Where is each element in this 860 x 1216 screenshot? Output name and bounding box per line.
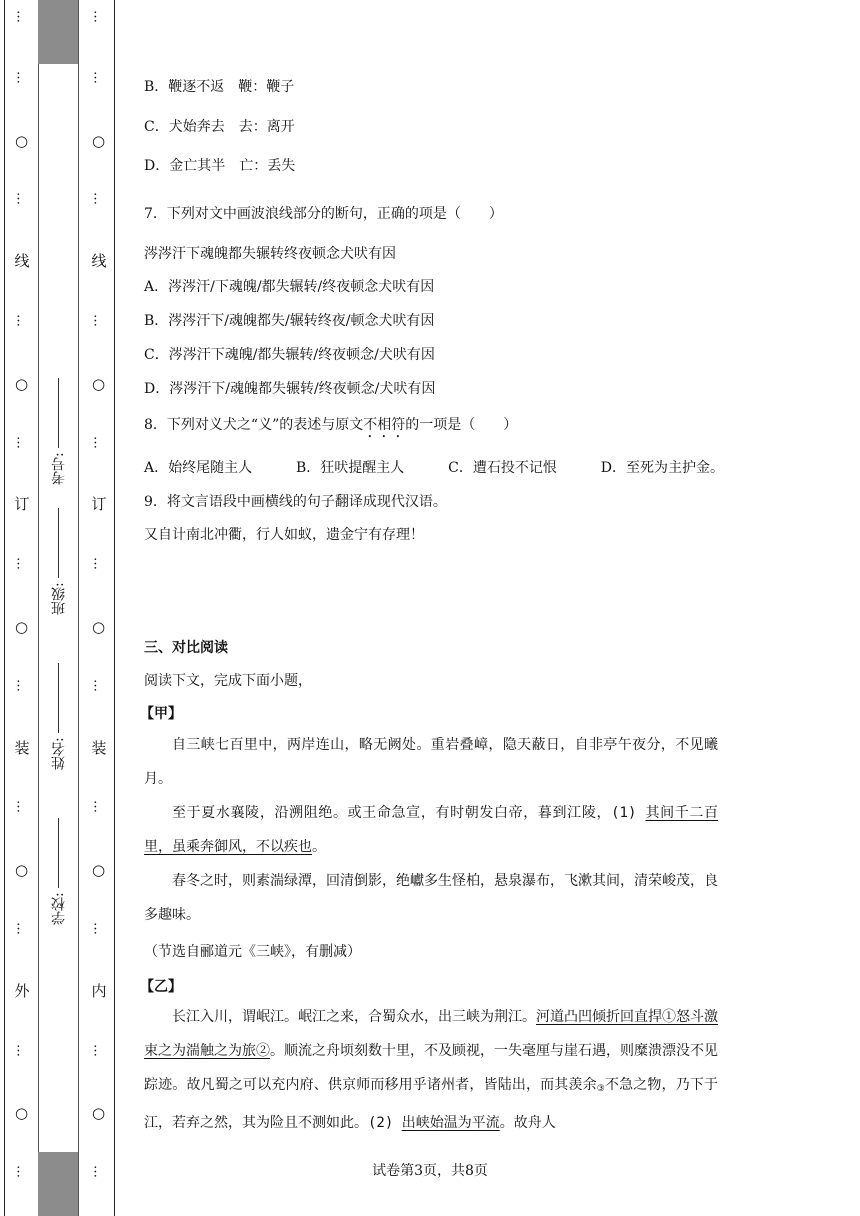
binding-dots: … xyxy=(90,314,106,327)
binding-char: 外 xyxy=(12,983,31,998)
gutter-inner-line xyxy=(114,0,115,1216)
binding-char: 订 xyxy=(89,496,108,511)
yi-p1-note-mark: ③ xyxy=(596,1084,605,1094)
section-instruction: 阅读下文，完成下面小题， xyxy=(144,673,312,689)
gutter-gray-block-top xyxy=(38,0,78,64)
binding-dots: … xyxy=(13,314,29,327)
binding-gutter xyxy=(0,0,116,1216)
school-label: 学校: xyxy=(51,892,67,925)
binding-char: 内 xyxy=(89,983,108,998)
passage-yi-label: 【乙】 xyxy=(140,979,182,995)
binding-circle-icon: ○ xyxy=(12,375,31,393)
name-blank[interactable] xyxy=(59,663,60,733)
q7-option-d: D．涔涔汗下/魂魄都失辗转/终夜顿念/犬吠有因 xyxy=(144,381,436,397)
class-label: 班级: xyxy=(51,582,67,615)
q7-option-b: B．涔涔汗下/魂魄都失/辗转终夜/顿念犬吠有因 xyxy=(144,313,435,329)
q8-stem-pre: 8．下列对义犬之“义”的表述与原文 xyxy=(144,417,364,433)
binding-dots: … xyxy=(90,679,106,692)
exam-no-label: 考号: xyxy=(51,452,67,485)
jia-p2-text: 至于夏水襄陵，沿溯阻绝。或王命急宣，有时朝发白帝，暮到江陵，(1) xyxy=(172,805,646,821)
binding-circle-icon: ○ xyxy=(12,132,31,150)
yi-p1-underlined: 河道凸凹倾折回直捍①怒斗激束之为湍触之为旅② xyxy=(144,1009,718,1059)
yi-p1-text-c: 不急之物，乃下于江，若弃之然，其为险且不测如此。(2) xyxy=(144,1077,718,1131)
binding-circle-icon: ○ xyxy=(12,1104,31,1122)
jia-p2-underlined: 其间千二百里，虽乘奔御风，不以疾也 xyxy=(144,805,718,855)
binding-dots: … xyxy=(13,10,29,23)
q8-stem xyxy=(144,414,517,441)
binding-dots: … xyxy=(90,71,106,84)
binding-dots: … xyxy=(90,192,106,205)
binding-dots: … xyxy=(13,800,29,813)
q8-option-b: B．狂吠提醒主人 xyxy=(296,460,405,476)
binding-circle-icon: ○ xyxy=(89,375,108,393)
q8-option-c: C．遭石投不记恨 xyxy=(448,460,557,476)
q9-sentence: 又自计南北冲衢，行人如蚁，遗金宁有存理！ xyxy=(144,527,424,543)
binding-char: 订 xyxy=(12,496,31,511)
binding-dots: … xyxy=(90,557,106,570)
binding-circle-icon: ○ xyxy=(12,618,31,636)
section-heading: 三、对比阅读 xyxy=(144,640,228,656)
q6-option-c: C．犬始奔去 去：离开 xyxy=(144,119,295,135)
passage-jia-paragraph-2 xyxy=(144,796,718,864)
binding-char: 线 xyxy=(12,253,31,268)
yi-p1-underlined-2: 出峡始温为平流 xyxy=(401,1115,500,1131)
binding-dots: … xyxy=(90,1044,106,1057)
q9-stem: 9．将文言语段中画横线的句子翻译成现代汉语。 xyxy=(144,494,447,510)
q8-option-d: D．至死为主护金。 xyxy=(600,460,724,476)
binding-dots: … xyxy=(90,1165,106,1178)
passage-jia-label: 【甲】 xyxy=(140,706,182,722)
passage-jia-paragraph-3: 春冬之时，则素湍绿潭，回清倒影，绝巘多生怪柏，悬泉瀑布，飞漱其间，清荣峻茂，良多趣味。 xyxy=(144,873,718,923)
binding-dots: … xyxy=(13,192,29,205)
exam-no-field xyxy=(44,355,74,485)
q8-options xyxy=(144,457,724,477)
q7-stem: 7．下列对文中画波浪线部分的断句，正确的项是（ ） xyxy=(144,206,503,222)
q7-option-c: C．涔涔汗下魂魄/都失辗转/终夜顿念/犬吠有因 xyxy=(144,347,435,363)
q6-option-b: B．鞭逐不返 鞭：鞭子 xyxy=(144,79,295,95)
class-blank[interactable] xyxy=(59,508,60,578)
q7-option-a: A．涔涔汗/下魂魄/都失辗转/终夜顿念犬吠有因 xyxy=(144,279,435,295)
q7-sentence: 涔涔汗下魂魄都失辗转终夜顿念犬吠有因 xyxy=(144,246,396,262)
binding-dots: … xyxy=(13,436,29,449)
inner-binding-marks xyxy=(88,0,108,1216)
passage-jia-source: （节选自郦道元《三峡》，有删减） xyxy=(144,944,361,960)
binding-char: 装 xyxy=(89,740,108,755)
binding-dots: … xyxy=(13,1044,29,1057)
binding-circle-icon: ○ xyxy=(89,132,108,150)
name-label: 姓名: xyxy=(51,737,67,770)
yi-p1-text-a: 长江入川，谓岷江。岷江之来，合蜀众水，出三峡为荆江。 xyxy=(172,1009,536,1025)
binding-dots: … xyxy=(13,679,29,692)
binding-circle-icon: ○ xyxy=(89,861,108,879)
school-blank[interactable] xyxy=(59,818,60,888)
yi-p1-text-b: 。顺流之舟顷刻数十里，不及顾视，一失毫厘与崖石遇，则糜溃漂没不见踪迹。故凡蜀之可以充内府、供京师而移用乎诸州者，皆陆出，而其羡余 xyxy=(144,1043,718,1093)
q6-option-d: D．金亡其半 亡：丢失 xyxy=(144,158,296,174)
page-footer: 试卷第3页，共8页 xyxy=(372,1163,488,1179)
jia-p2-end: 。 xyxy=(312,839,326,855)
q8-option-a: A．始终尾随主人 xyxy=(144,460,253,476)
q8-stem-post: 的一项是（ ） xyxy=(405,417,518,433)
binding-dots: … xyxy=(13,71,29,84)
passage-yi-paragraph-1 xyxy=(144,1000,718,1136)
binding-dots: … xyxy=(90,800,106,813)
class-field xyxy=(44,490,74,615)
yi-p1-text-d: 。故舟人 xyxy=(499,1115,556,1131)
binding-circle-icon: ○ xyxy=(12,861,31,879)
binding-dots: … xyxy=(90,436,106,449)
binding-dots: … xyxy=(90,922,106,935)
passage-jia-paragraph-1: 自三峡七百里中，两岸连山，略无阙处。重岩叠嶂，隐天蔽日，自非亭午夜分，不见曦月。 xyxy=(144,737,718,787)
binding-dots: … xyxy=(90,10,106,23)
gutter-outer-line xyxy=(4,0,5,1216)
name-field xyxy=(44,640,74,770)
school-field xyxy=(44,815,74,925)
outer-binding-marks xyxy=(11,0,31,1216)
binding-dots: … xyxy=(13,557,29,570)
exam-no-blank[interactable] xyxy=(59,378,60,448)
binding-dots: … xyxy=(13,1165,29,1178)
binding-circle-icon: ○ xyxy=(89,618,108,636)
binding-char: 装 xyxy=(12,740,31,755)
binding-circle-icon: ○ xyxy=(89,1104,108,1122)
binding-char: 线 xyxy=(89,253,108,268)
binding-dots: … xyxy=(13,922,29,935)
q8-stem-emphasis: 不相符 xyxy=(363,417,406,433)
